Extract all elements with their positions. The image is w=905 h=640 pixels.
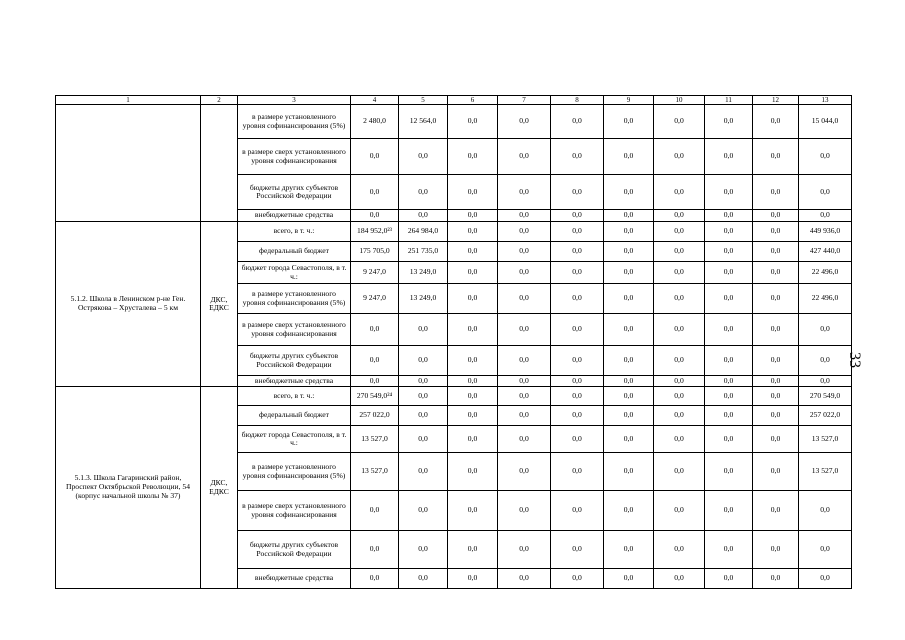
value-cell: 0,0 <box>753 175 799 210</box>
value-cell: 0,0 <box>604 569 654 589</box>
value-cell: 0,0 <box>448 139 498 175</box>
column-header: 10 <box>654 96 705 105</box>
value-cell: 0,0 <box>705 314 753 346</box>
column-header: 1 <box>56 96 201 105</box>
value-cell: 0,0 <box>604 139 654 175</box>
responsible-cell <box>201 105 238 222</box>
funding-source-label: в размере установленного уровня софинансирования (5%) <box>238 105 351 139</box>
value-cell: 0,0 <box>351 531 399 569</box>
value-cell: 0,0 <box>551 406 604 426</box>
value-cell: 0,0 <box>604 175 654 210</box>
total-value-cell: 0,0 <box>799 376 852 387</box>
value-cell: 0,0 <box>399 210 448 222</box>
table-body <box>56 96 852 589</box>
value-cell: 0,0 <box>551 569 604 589</box>
total-value-cell: 0,0 <box>799 491 852 531</box>
value-cell: 0,0 <box>551 222 604 242</box>
value-cell: 0,0 <box>498 284 551 314</box>
table-row <box>56 387 852 406</box>
value-cell: 0,0 <box>604 531 654 569</box>
value-cell: 0,0 <box>654 387 705 406</box>
funding-source-label: в размере установленного уровня софинансирования (5%) <box>238 284 351 314</box>
value-cell: 0,0 <box>448 376 498 387</box>
funding-source-label: бюджет города Севастополя, в т. ч.: <box>238 262 351 284</box>
value-cell: 0,0 <box>654 175 705 210</box>
value-cell: 0,0 <box>498 569 551 589</box>
total-value-cell: 0,0 <box>799 531 852 569</box>
value-cell: 0,0 <box>753 139 799 175</box>
column-header: 13 <box>799 96 852 105</box>
value-cell: 0,0 <box>654 222 705 242</box>
value-cell: 0,0 <box>551 210 604 222</box>
value-cell: 0,0 <box>705 284 753 314</box>
value-cell: 0,0 <box>654 314 705 346</box>
value-cell: 0,0 <box>448 210 498 222</box>
value-cell: 0,0 <box>498 346 551 376</box>
value-cell: 0,0 <box>498 314 551 346</box>
funding-source-label: бюджет города Севастополя, в т. ч.: <box>238 426 351 453</box>
value-cell: 0,0 <box>448 406 498 426</box>
value-cell: 0,0 <box>705 531 753 569</box>
value-cell: 0,0 <box>551 491 604 531</box>
column-header: 5 <box>399 96 448 105</box>
total-value-cell: 0,0 <box>799 569 852 589</box>
value-cell: 0,0 <box>448 569 498 589</box>
value-cell: 0,0 <box>399 376 448 387</box>
value-cell: 0,0 <box>654 426 705 453</box>
funding-source-label: федеральный бюджет <box>238 242 351 262</box>
value-cell: 0,0 <box>498 387 551 406</box>
value-cell: 0,0 <box>705 426 753 453</box>
value-cell: 0,0 <box>399 426 448 453</box>
value-cell: 0,0 <box>753 426 799 453</box>
value-cell: 13 527,0 <box>351 453 399 491</box>
funding-source-label: бюджеты других субъектов Российской Федерации <box>238 175 351 210</box>
value-cell: 0,0 <box>654 453 705 491</box>
value-cell: 0,0 <box>448 262 498 284</box>
value-cell: 0,0 <box>551 139 604 175</box>
total-value-cell: 15 044,0 <box>799 105 852 139</box>
value-cell: 0,0 <box>498 531 551 569</box>
total-value-cell: 257 022,0 <box>799 406 852 426</box>
column-header: 2 <box>201 96 238 105</box>
value-cell: 0,0 <box>448 531 498 569</box>
column-header: 4 <box>351 96 399 105</box>
value-cell: 0,0 <box>753 453 799 491</box>
total-value-cell: 449 936,0 <box>799 222 852 242</box>
value-cell: 0,0 <box>705 222 753 242</box>
value-cell: 0,0 <box>705 491 753 531</box>
value-cell: 0,0 <box>399 346 448 376</box>
value-cell: 0,0 <box>604 314 654 346</box>
value-cell: 0,0 <box>498 491 551 531</box>
column-header: 7 <box>498 96 551 105</box>
funding-source-label: внебюджетные средства <box>238 569 351 589</box>
value-cell: 0,0 <box>498 139 551 175</box>
total-value-cell: 0,0 <box>799 210 852 222</box>
value-cell: 0,0 <box>448 222 498 242</box>
value-cell: 0,0 <box>654 284 705 314</box>
table-row <box>56 222 852 242</box>
value-cell: 0,0 <box>654 406 705 426</box>
total-value-cell: 0,0 <box>799 139 852 175</box>
value-cell: 0,0 <box>604 262 654 284</box>
value-cell: 184 952,0²³ <box>351 222 399 242</box>
value-cell: 0,0 <box>551 105 604 139</box>
value-cell: 0,0 <box>399 139 448 175</box>
page-number: 33 <box>846 352 863 368</box>
value-cell: 0,0 <box>705 387 753 406</box>
value-cell: 0,0 <box>551 453 604 491</box>
value-cell: 0,0 <box>551 376 604 387</box>
value-cell: 0,0 <box>753 242 799 262</box>
column-header: 8 <box>551 96 604 105</box>
responsible-cell: ДКС, ЕДКС <box>201 387 238 589</box>
funding-source-label: всего, в т. ч.: <box>238 222 351 242</box>
value-cell: 0,0 <box>604 453 654 491</box>
value-cell: 0,0 <box>654 210 705 222</box>
value-cell: 0,0 <box>448 346 498 376</box>
value-cell: 0,0 <box>448 242 498 262</box>
value-cell: 0,0 <box>753 105 799 139</box>
value-cell: 0,0 <box>753 284 799 314</box>
value-cell: 0,0 <box>448 314 498 346</box>
value-cell: 0,0 <box>753 210 799 222</box>
column-header: 12 <box>753 96 799 105</box>
value-cell: 0,0 <box>498 242 551 262</box>
value-cell: 0,0 <box>351 376 399 387</box>
value-cell: 0,0 <box>551 175 604 210</box>
funding-source-label: бюджеты других субъектов Российской Федерации <box>238 346 351 376</box>
funding-source-label: в размере сверх установленного уровня софинансирования <box>238 491 351 531</box>
value-cell: 0,0 <box>399 453 448 491</box>
value-cell: 0,0 <box>551 387 604 406</box>
value-cell: 0,0 <box>448 453 498 491</box>
value-cell: 0,0 <box>551 426 604 453</box>
value-cell: 0,0 <box>351 314 399 346</box>
value-cell: 0,0 <box>351 210 399 222</box>
funding-source-label: федеральный бюджет <box>238 406 351 426</box>
total-value-cell: 270 549,0 <box>799 387 852 406</box>
value-cell: 0,0 <box>604 210 654 222</box>
funding-source-label: всего, в т. ч.: <box>238 387 351 406</box>
value-cell: 13 527,0 <box>351 426 399 453</box>
value-cell: 0,0 <box>448 284 498 314</box>
value-cell: 12 564,0 <box>399 105 448 139</box>
value-cell: 0,0 <box>399 406 448 426</box>
value-cell: 251 735,0 <box>399 242 448 262</box>
funding-source-label: внебюджетные средства <box>238 210 351 222</box>
program-name-cell <box>56 105 201 222</box>
value-cell: 0,0 <box>654 531 705 569</box>
total-value-cell: 22 496,0 <box>799 262 852 284</box>
value-cell: 0,0 <box>498 175 551 210</box>
value-cell: 175 705,0 <box>351 242 399 262</box>
value-cell: 0,0 <box>604 284 654 314</box>
funding-source-label: бюджеты других субъектов Российской Федерации <box>238 531 351 569</box>
funding-source-label: в размере сверх установленного уровня софинансирования <box>238 139 351 175</box>
value-cell: 0,0 <box>654 346 705 376</box>
value-cell: 0,0 <box>705 105 753 139</box>
value-cell: 0,0 <box>705 139 753 175</box>
value-cell: 9 247,0 <box>351 284 399 314</box>
value-cell: 0,0 <box>604 426 654 453</box>
value-cell: 0,0 <box>551 242 604 262</box>
total-value-cell: 13 527,0 <box>799 453 852 491</box>
value-cell: 0,0 <box>604 491 654 531</box>
value-cell: 0,0 <box>705 175 753 210</box>
value-cell: 0,0 <box>399 531 448 569</box>
total-value-cell: 0,0 <box>799 346 852 376</box>
program-name-cell: 5.1.2. Школа в Ленинском р-не Ген. Острякова – Хрусталева – 5 км <box>56 222 201 387</box>
value-cell: 0,0 <box>705 242 753 262</box>
value-cell: 0,0 <box>551 314 604 346</box>
value-cell: 0,0 <box>351 346 399 376</box>
value-cell: 9 247,0 <box>351 262 399 284</box>
column-header: 9 <box>604 96 654 105</box>
total-value-cell: 0,0 <box>799 175 852 210</box>
value-cell: 0,0 <box>351 569 399 589</box>
value-cell: 0,0 <box>498 426 551 453</box>
value-cell: 0,0 <box>604 242 654 262</box>
program-name-cell: 5.1.3. Школа Гагаринский район, Проспект Октябрьской Революции, 54 (корпус начальной школы № 37) <box>56 387 201 589</box>
column-header-row <box>56 96 852 105</box>
value-cell: 0,0 <box>654 376 705 387</box>
value-cell: 0,0 <box>498 376 551 387</box>
value-cell: 0,0 <box>448 387 498 406</box>
value-cell: 0,0 <box>604 346 654 376</box>
value-cell: 0,0 <box>604 105 654 139</box>
value-cell: 257 022,0 <box>351 406 399 426</box>
funding-source-label: внебюджетные средства <box>238 376 351 387</box>
value-cell: 264 984,0 <box>399 222 448 242</box>
value-cell: 0,0 <box>654 491 705 531</box>
value-cell: 0,0 <box>705 210 753 222</box>
value-cell: 13 249,0 <box>399 262 448 284</box>
table-row <box>56 105 852 139</box>
value-cell: 0,0 <box>753 262 799 284</box>
value-cell: 0,0 <box>753 406 799 426</box>
value-cell: 0,0 <box>654 139 705 175</box>
budget-table <box>55 95 852 589</box>
value-cell: 0,0 <box>705 262 753 284</box>
value-cell: 13 249,0 <box>399 284 448 314</box>
value-cell: 0,0 <box>604 387 654 406</box>
value-cell: 0,0 <box>753 531 799 569</box>
value-cell: 0,0 <box>351 491 399 531</box>
value-cell: 0,0 <box>654 105 705 139</box>
value-cell: 0,0 <box>753 491 799 531</box>
column-header: 11 <box>705 96 753 105</box>
total-value-cell: 13 527,0 <box>799 426 852 453</box>
value-cell: 0,0 <box>705 376 753 387</box>
total-value-cell: 427 440,0 <box>799 242 852 262</box>
value-cell: 0,0 <box>448 426 498 453</box>
column-header: 3 <box>238 96 351 105</box>
value-cell: 0,0 <box>705 453 753 491</box>
value-cell: 2 480,0 <box>351 105 399 139</box>
value-cell: 0,0 <box>498 453 551 491</box>
value-cell: 0,0 <box>399 314 448 346</box>
value-cell: 0,0 <box>604 406 654 426</box>
value-cell: 0,0 <box>399 175 448 210</box>
funding-source-label: в размере установленного уровня софинансирования (5%) <box>238 453 351 491</box>
value-cell: 0,0 <box>753 346 799 376</box>
value-cell: 0,0 <box>753 222 799 242</box>
value-cell: 0,0 <box>448 491 498 531</box>
value-cell: 0,0 <box>399 569 448 589</box>
value-cell: 0,0 <box>753 376 799 387</box>
value-cell: 0,0 <box>753 387 799 406</box>
value-cell: 270 549,0²⁴ <box>351 387 399 406</box>
value-cell: 0,0 <box>551 284 604 314</box>
value-cell: 0,0 <box>604 376 654 387</box>
value-cell: 0,0 <box>705 406 753 426</box>
value-cell: 0,0 <box>448 105 498 139</box>
value-cell: 0,0 <box>351 139 399 175</box>
value-cell: 0,0 <box>705 569 753 589</box>
value-cell: 0,0 <box>448 175 498 210</box>
total-value-cell: 0,0 <box>799 314 852 346</box>
total-value-cell: 22 496,0 <box>799 284 852 314</box>
value-cell: 0,0 <box>753 314 799 346</box>
value-cell: 0,0 <box>551 346 604 376</box>
value-cell: 0,0 <box>498 262 551 284</box>
value-cell: 0,0 <box>705 346 753 376</box>
funding-source-label: в размере сверх установленного уровня софинансирования <box>238 314 351 346</box>
column-header: 6 <box>448 96 498 105</box>
value-cell: 0,0 <box>654 242 705 262</box>
responsible-cell: ДКС, ЕДКС <box>201 222 238 387</box>
value-cell: 0,0 <box>399 387 448 406</box>
value-cell: 0,0 <box>498 406 551 426</box>
value-cell: 0,0 <box>654 569 705 589</box>
value-cell: 0,0 <box>753 569 799 589</box>
value-cell: 0,0 <box>498 210 551 222</box>
value-cell: 0,0 <box>498 222 551 242</box>
value-cell: 0,0 <box>654 262 705 284</box>
value-cell: 0,0 <box>604 222 654 242</box>
value-cell: 0,0 <box>551 531 604 569</box>
value-cell: 0,0 <box>498 105 551 139</box>
value-cell: 0,0 <box>551 262 604 284</box>
value-cell: 0,0 <box>351 175 399 210</box>
value-cell: 0,0 <box>399 491 448 531</box>
